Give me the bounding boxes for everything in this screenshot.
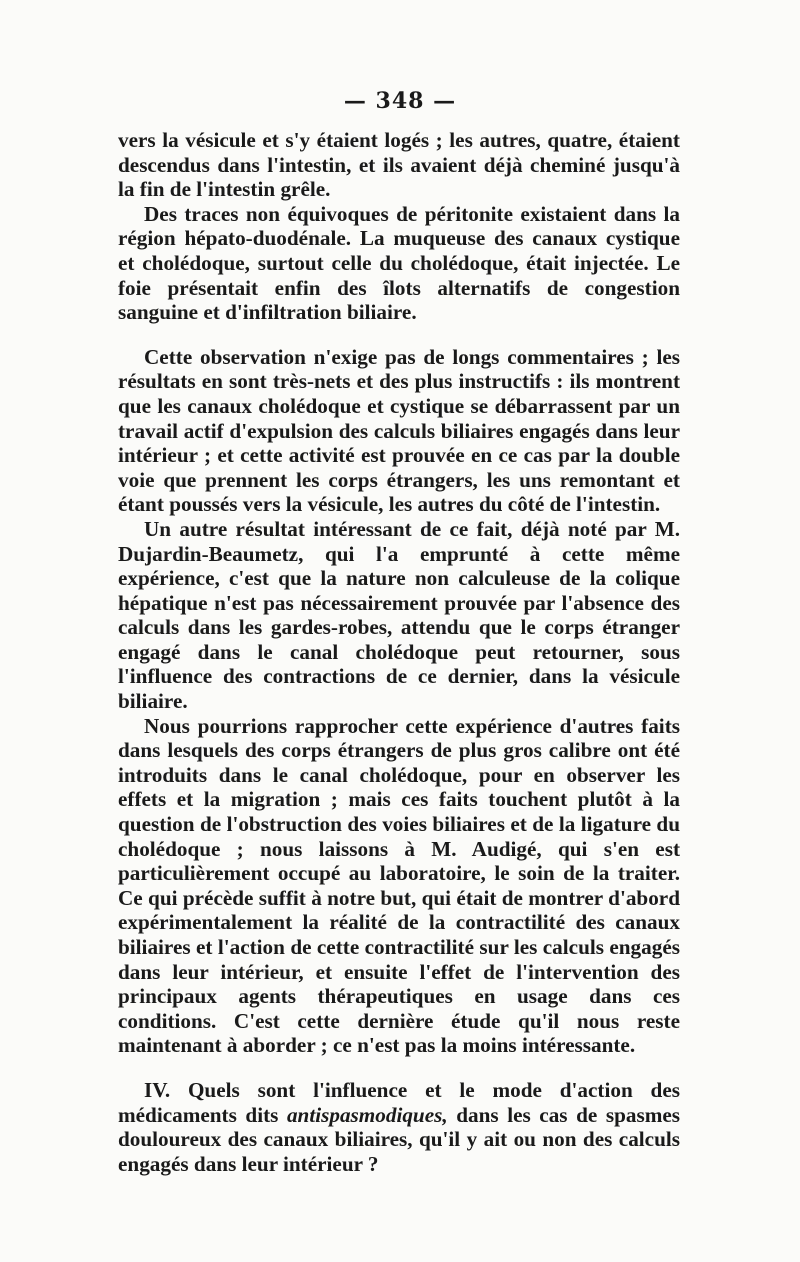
paragraph-autopsy-findings: Des traces non équivoques de péritonite existaient dans la région hépato-duodénale. La muqueuse des canaux cystique et cholédoque, surtout celle du cholédoque, était injectée. Le foie présentait enfin des îlots alternatifs de congestion sanguine et d'infiltration biliaire. bbox=[118, 201, 680, 325]
page-number: — 348 — bbox=[343, 88, 457, 114]
paragraph-comparison: Nous pourrions rapprocher cette expérience d'autres faits dans lesquels des corps étrangers de plus gros calibre ont été introduits dans le canal cholédoque, pour en observer les effets et la migration ; mais ces faits touchent plutôt à la question de l'obstruction des voies biliaires et de la ligature du cholédoque ; nous laissons à M. Audigé, qui s'en est particulièrement occupé au laboratoire, le soin de la traiter. Ce qui précède suffit à notre but, qui était de montrer d'abord expérimentalement la réalité de la contractilité des canaux biliaires et l'action de cette contractilité sur les calculs engagés dans leur intérieur, et ensuite l'effet de l'intervention des principaux agents thérapeutiques en usage dans ces conditions. C'est cette dernière étude qu'il nous reste maintenant à aborder ; ce n'est pas la moins intéressante. bbox=[118, 713, 680, 1058]
paragraph-second-result: Un autre résultat intéressant de ce fait, déjà noté par M. Dujardin-Beaumetz, qui l'a emprunté à cette même expérience, c'est que la nature non calculeuse de la colique hépatique n'est pas nécessairement prouvée par l'absence des calculs dans les gardes-robes, attendu que le corps étranger engagé dans le canal cholédoque peut retourner, sous l'influence des contractions de ce dernier, dans la vésicule biliaire. bbox=[118, 516, 680, 714]
paragraph-commentary: Cette observation n'exige pas de longs commentaires ; les résultats en sont très-nets et des plus instructifs : ils montrent que les canaux cholédoque et cystique se débarrassent par un travail actif d'expulsion des calculs biliaires engagés dans leur intérieur ; et cette activité est prouvée en ce cas par la double voie que prennent les corps étrangers, les uns remontant et étant poussés vers la vésicule, les autres du côté de l'intestin. bbox=[118, 344, 680, 517]
page-body bbox=[118, 128, 680, 1176]
question-italic-term: antispasmodiques, bbox=[286, 1102, 448, 1127]
section-question bbox=[118, 1078, 680, 1176]
question-number: IV. bbox=[144, 1077, 171, 1102]
question-text-end: dans les cas de spasmes douloureux des canaux biliaires, qu'il y ait ou non des calculs engagés dans leur intérieur ? bbox=[118, 1102, 680, 1176]
question-text-start: Quels sont l'influence et le mode d'action des médicaments dits bbox=[118, 1077, 680, 1127]
paragraph-continuation: vers la vésicule et s'y étaient logés ; les autres, quatre, étaient descendus dans l'intestin, et ils avaient déjà cheminé jusqu'à la fin de l'intestin grêle. bbox=[118, 128, 680, 202]
